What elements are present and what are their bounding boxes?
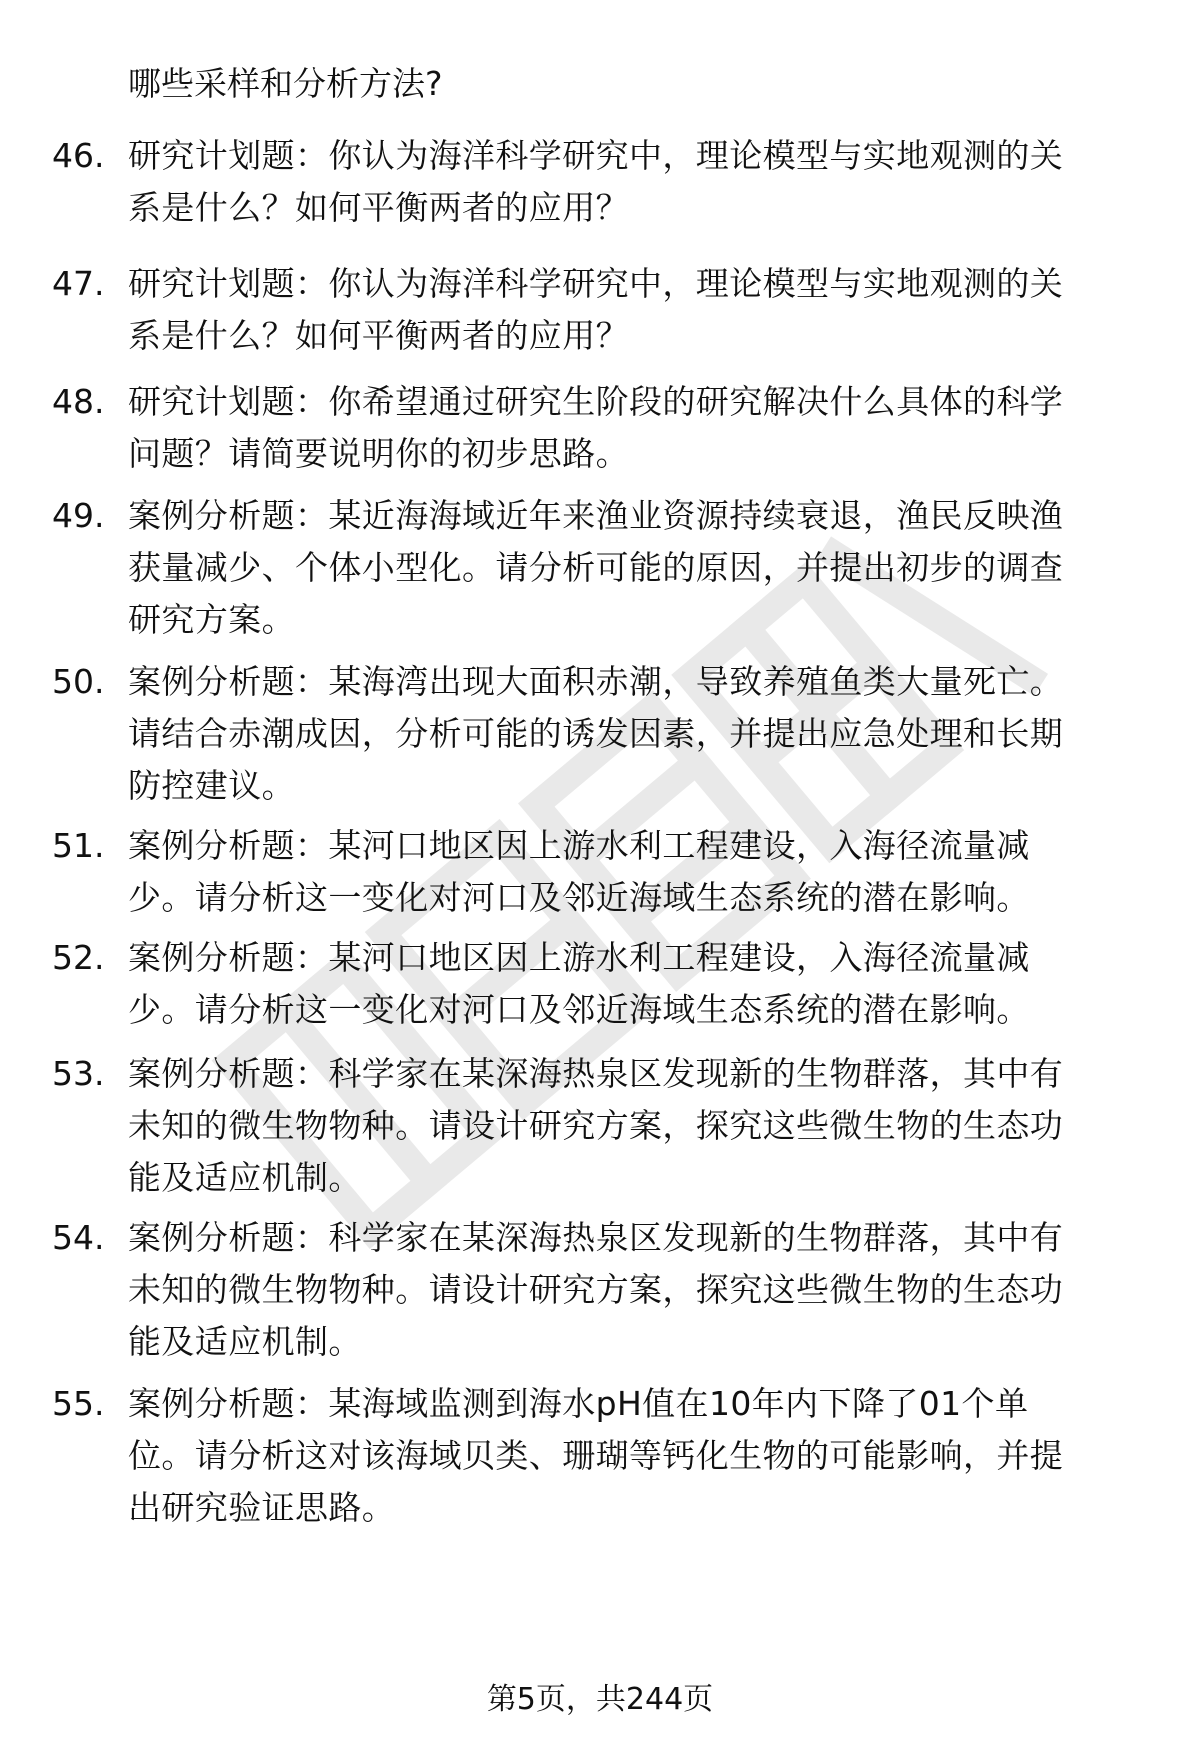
question-text-line: 请结合赤潮成因，分析可能的诱发因素，并提出应急处理和长期 <box>128 714 1064 753</box>
question-text <box>128 490 1138 646</box>
question-number: 54. <box>52 1218 105 1257</box>
question-item <box>0 1212 1200 1368</box>
page-footer: 第5页，共244页 <box>486 1682 714 1717</box>
question-text <box>128 376 1138 480</box>
question-text-line: 研究计划题：你认为海洋科学研究中，理论模型与实地观测的关 <box>128 136 1064 175</box>
question-text-line: 案例分析题：某近海海域近年来渔业资源持续衰退，渔民反映渔 <box>128 496 1064 535</box>
question-text-line: 未知的微生物物种。请设计研究方案，探究这些微生物的生态功 <box>128 1106 1064 1145</box>
question-number: 48. <box>52 382 105 421</box>
question-text-line: 能及适应机制。 <box>128 1158 362 1197</box>
question-text-line: 少。请分析这一变化对河口及邻近海域生态系统的潜在影响。 <box>128 990 1030 1029</box>
question-number: 55. <box>52 1384 105 1423</box>
question-text-line: 问题？请简要说明你的初步思路。 <box>128 434 629 473</box>
question-text-line: 防控建议。 <box>128 766 295 805</box>
question-text <box>128 932 1138 1036</box>
question-text-line: 未知的微生物物种。请设计研究方案，探究这些微生物的生态功 <box>128 1270 1064 1309</box>
question-number: 52. <box>52 938 105 977</box>
question-text-line: 系是什么？如何平衡两者的应用？ <box>128 316 629 355</box>
question-text <box>128 656 1138 812</box>
question-text <box>128 258 1138 362</box>
question-text-line: 系是什么？如何平衡两者的应用？ <box>128 188 629 227</box>
question-item <box>0 376 1200 480</box>
question-text-line: 案例分析题：某海湾出现大面积赤潮，导致养殖鱼类大量死亡。 <box>128 662 1064 701</box>
question-text-line: 案例分析题：某海域监测到海水pH值在10年内下降了01个单 <box>128 1384 1029 1423</box>
question-text-line: 案例分析题：某河口地区因上游水利工程建设，入海径流量减 <box>128 826 1030 865</box>
question-text-line: 案例分析题：科学家在某深海热泉区发现新的生物群落，其中有 <box>128 1218 1064 1257</box>
question-item <box>0 130 1200 234</box>
question-text-line: 位。请分析这对该海域贝类、珊瑚等钙化生物的可能影响，并提 <box>128 1436 1064 1475</box>
question-item <box>0 1378 1200 1534</box>
question-number: 46. <box>52 136 105 175</box>
question-number: 49. <box>52 496 105 535</box>
question-text <box>128 1212 1138 1368</box>
question-text-line: 少。请分析这一变化对河口及邻近海域生态系统的潜在影响。 <box>128 878 1030 917</box>
question-text-line: 案例分析题：某河口地区因上游水利工程建设，入海径流量减 <box>128 938 1030 977</box>
question-continuation-text: 哪些采样和分析方法? <box>128 64 443 103</box>
question-item <box>0 1048 1200 1204</box>
question-text <box>128 1378 1138 1534</box>
question-text-line: 出研究验证思路。 <box>128 1488 396 1527</box>
question-item <box>0 258 1200 362</box>
question-text <box>128 130 1138 234</box>
question-item <box>0 820 1200 924</box>
question-text <box>128 1048 1138 1204</box>
question-text-line: 研究计划题：你认为海洋科学研究中，理论模型与实地观测的关 <box>128 264 1064 303</box>
question-number: 53. <box>52 1054 105 1093</box>
question-text-line: 研究方案。 <box>128 600 295 639</box>
question-item <box>0 656 1200 812</box>
question-item <box>0 932 1200 1036</box>
question-item <box>0 490 1200 646</box>
question-text-line: 获量减少、个体小型化。请分析可能的原因，并提出初步的调查 <box>128 548 1064 587</box>
question-text <box>128 820 1138 924</box>
question-text-line: 能及适应机制。 <box>128 1322 362 1361</box>
question-number: 51. <box>52 826 105 865</box>
question-number: 50. <box>52 662 105 701</box>
question-text-line: 案例分析题：科学家在某深海热泉区发现新的生物群落，其中有 <box>128 1054 1064 1093</box>
question-text-line: 研究计划题：你希望通过研究生阶段的研究解决什么具体的科学 <box>128 382 1064 421</box>
question-number: 47. <box>52 264 105 303</box>
